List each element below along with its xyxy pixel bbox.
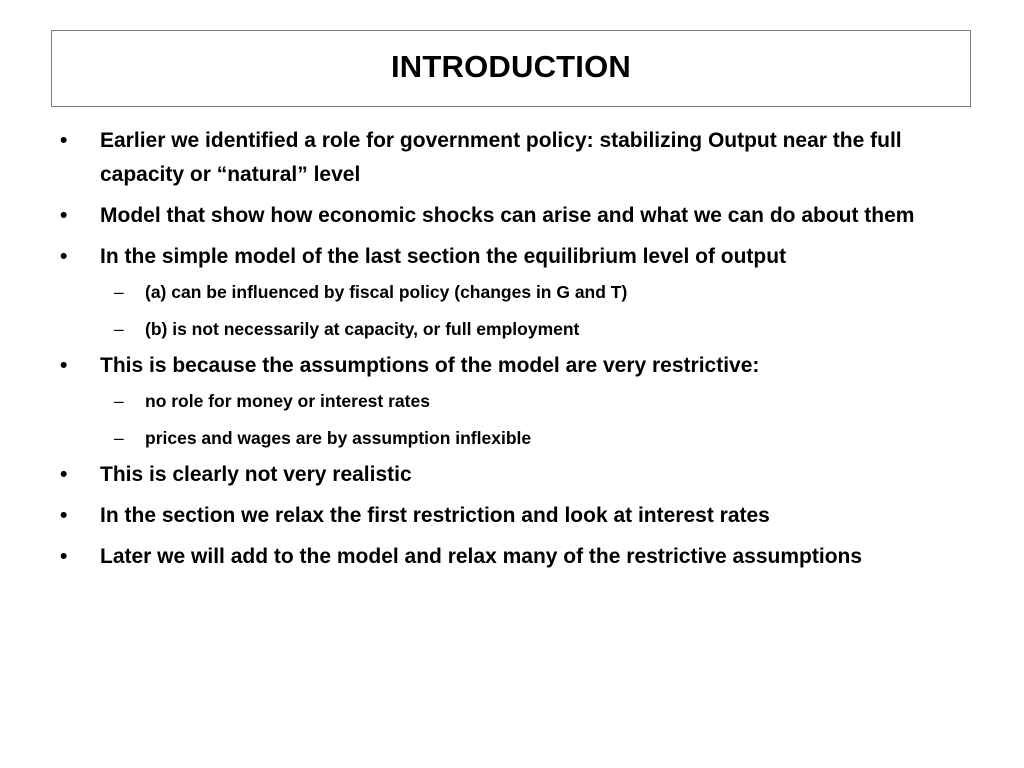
bullet-marker: •: [60, 204, 68, 227]
sub-bullet-text: no role for money or interest rates: [145, 391, 430, 411]
bullet-marker: •: [60, 504, 68, 527]
sub-bullet-text: prices and wages are by assumption inflexible: [145, 428, 532, 448]
dash-marker: –: [114, 282, 124, 302]
bullet-marker: •: [60, 245, 68, 268]
sub-bullet-item: [58, 425, 978, 451]
bullet-text: In the simple model of the last section the equilibrium level of output: [100, 245, 787, 268]
bullet-item: [58, 240, 978, 274]
title-box: [51, 30, 971, 107]
dash-marker: –: [114, 319, 124, 339]
bullet-marker: •: [60, 129, 68, 152]
bullet-item: [58, 499, 978, 533]
bullet-text: This is clearly not very realistic: [100, 463, 412, 486]
bullet-text: This is because the assumptions of the model are very restrictive:: [100, 354, 760, 377]
bullet-marker: •: [60, 354, 68, 377]
slide-title: INTRODUCTION: [390, 48, 632, 84]
bullet-text: In the section we relax the first restriction and look at interest rates: [100, 504, 770, 527]
sub-bullet-text: (a) can be influenced by fiscal policy (changes in G and T): [145, 282, 628, 302]
bullet-item: [58, 199, 978, 233]
bullet-item: [58, 458, 978, 492]
bullet-marker: •: [60, 463, 68, 486]
bullet-marker: •: [60, 545, 68, 568]
sub-bullet-item: [58, 279, 978, 305]
dash-marker: –: [114, 428, 124, 448]
bullet-item: [58, 349, 978, 383]
bullet-text: Earlier we identified a role for government policy: stabilizing Output near the full capacity or “natural” level: [100, 129, 902, 186]
bullet-item: [58, 124, 978, 192]
sub-bullet-text: (b) is not necessarily at capacity, or full employment: [145, 319, 580, 339]
bullet-list: [58, 124, 978, 574]
bullet-item: [58, 540, 978, 574]
dash-marker: –: [114, 391, 124, 411]
bullet-text: Later we will add to the model and relax many of the restrictive assumptions: [100, 545, 863, 568]
sub-bullet-item: [58, 316, 978, 342]
bullet-text: Model that show how economic shocks can arise and what we can do about them: [100, 204, 915, 227]
sub-bullet-item: [58, 388, 978, 414]
